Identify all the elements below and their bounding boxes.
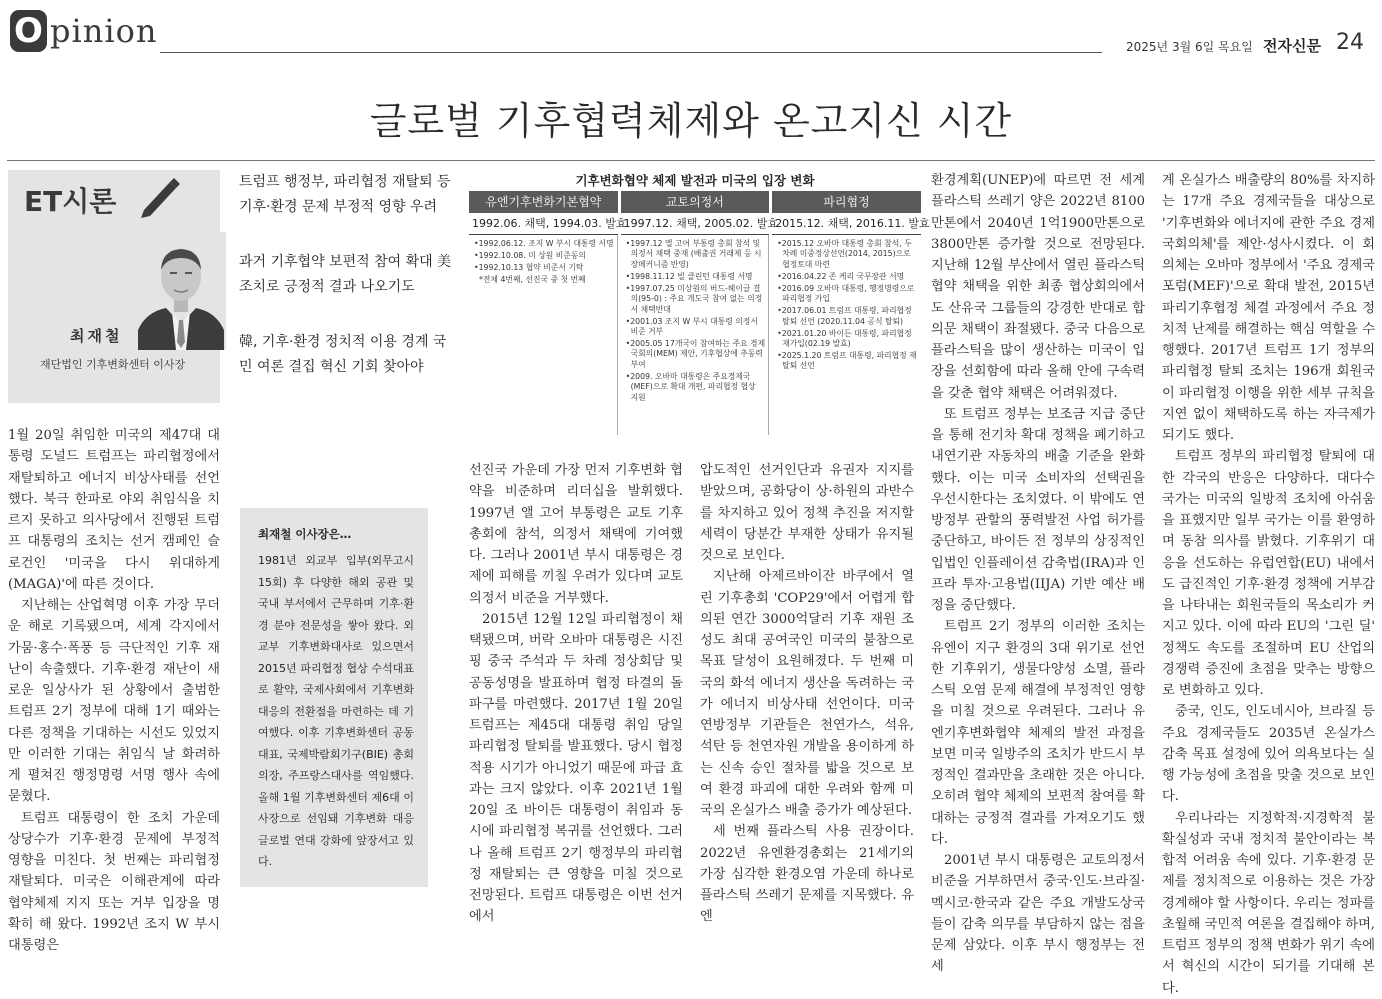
body-paragraph: 2001년 부시 대통령은 교토의정서 비준을 거부하면서 중국·인도·브라질·멕시코·한국과 같은 주요 개발도상국들이 감축 의무를 부담하지 않는 점을 문제 삼았다. 이후 부시 행정부는 전 세	[931, 853, 1145, 975]
body-column-5	[1162, 170, 1375, 996]
masthead-rule	[160, 52, 1102, 53]
pencil-icon	[138, 170, 182, 218]
body-column-2	[469, 460, 683, 925]
issue-date: 2025년 3월 6일 목요일	[1126, 40, 1253, 54]
timeline-item: •1992.10.13 협약 비준서 기탁	[474, 263, 584, 272]
body-paragraph: 2015년 12월 12일 파리협정이 채택됐으며, 버락 오바마 대통령은 시진핑 중국 주석과 두 차례 정상회담 및 공동성명을 발표하며 협정 타결의 돌파구를 마련했다. 2017년 1월 20일 트럼프는 제45대 대통령 취임 당일 파리협정 탈퇴를 발표했다. 당시 협정 적용 시기가 아니었기 때문에 파급 효과는 크지 않았다. 이후 2021년 1월 20일 조 바이든 대통령이 취임과 동시에 파리협정 복귀를 선언했다. 그러나 올해 트럼프 2기 행정부의 파리협정 재탈퇴는 큰 영향을 미칠 것으로 전망된다. 트럼프 대통령은 이번 선거에서	[469, 611, 683, 925]
infographic-column-kyoto	[621, 191, 779, 435]
body-paragraph: 중국, 인도, 인도네시아, 브라질 등 주요 경제국들도 2035년 온실가스 감축 목표 설정에 있어 의욕보다는 실행 가능성에 초점을 맞출 것으로 보인다.	[1162, 704, 1375, 805]
timeline-item: •1998.11.12 빌 클린턴 대통령 서명	[625, 271, 753, 281]
body-paragraph: 우리나라는 지정학적·지경학적 불확실성과 국내 정치적 불안이라는 복합적 어려움 속에 있다. 기후·환경 문제를 정치적으로 이용하는 것은 가장 경계해야 할 사항이다. 우리는 정파를 초월해 국민적 여론을 결집해야 하며, 트럼프 정부의 정책 변화가 위기 속에서 혁신의 시간이 되기를 기대해 본다.	[1162, 810, 1375, 996]
timeline-note: *전체 4번째, 선진국 중 첫 번째	[479, 275, 586, 284]
section-logo-text: pinion	[50, 12, 158, 50]
body-column-3	[700, 460, 914, 925]
timeline-item: •2025.1.20 트럼프 대통령, 파리협정 재탈퇴 선언	[777, 351, 917, 371]
infographic-column-date: 1992.06. 채택, 1994.03. 발효	[469, 213, 618, 235]
newspaper-name: 전자신문	[1263, 37, 1321, 55]
infographic-column-body	[621, 235, 770, 435]
body-paragraph: 환경계획(UNEP)에 따르면 전 세계 플라스틱 쓰레기 양은 2022년 8100만톤에서 2040년 1억1900만톤으로 3800만톤 증가할 것으로 전망된다. 지난해 12월 부산에서 열린 플라스틱 협약 채택을 위한 최종 협상회의에서도 산유국 그룹들의 강경한 반대로 합의문 채택이 좌절됐다. 중국 다음으로 플라스틱을 많이 생산하는 미국이 입장을 선회함에 따라 올해 안에 구속력을 갖춘 협약 채택은 어려워졌다.	[931, 173, 1145, 401]
infographic-column-paris	[772, 191, 930, 435]
timeline-item: •1992.10.08. 미 상원 비준동의	[474, 251, 586, 260]
page-number: 24	[1336, 30, 1364, 55]
infographic-title: 기후변화협약 체제 발전과 미국의 입장 변화	[575, 173, 815, 188]
timeline-item: •2009. 오바마 대통령은 주요경제국 (MEF)으로 확대 개편, 파리협정 협상 지원	[625, 371, 756, 402]
subheadline: 트럼프 행정부, 파리협정 재탈퇴 등 기후·환경 문제 부정적 영향 우려	[239, 174, 451, 215]
timeline-item: •2021.01.20 바이든 대통령, 파리협정 재가입(02.19 발효)	[777, 328, 912, 349]
infographic-column-date: 2015.12. 채택, 2016.11. 발효	[772, 213, 921, 235]
author-photo	[136, 232, 226, 350]
body-paragraph: 계 온실가스 배출량의 80%를 차지하는 17개 주요 경제국들을 대상으로 '기후변화와 에너지에 관한 주요 경제국회의체'를 제안·성사시켰다. 이 회의체는 오바마 정부에서 '주요 경제국 포럼(MEF)'으로 확대 발전, 2015년 파리기후협정 체결 과정에서 주요 정치적 난제를 해결하는 핵심 역할을 수행했다. 2017년 트럼프 1기 정부의 파리협정 탈퇴 조치는 196개 회원국이 파리협정 이행을 위한 세부 규칙을 지연 없이 채택하도록 하는 자극제가 되기도 했다.	[1162, 173, 1375, 443]
author-profile-box	[240, 508, 428, 887]
body-paragraph: 1월 20일 취임한 미국의 제47대 대통령 도널드 트럼프는 파리협정에서 재탈퇴하고 에너지 비상사태를 선언했다. 북극 한파로 야외 취임식을 치르지 못하고 의사당에서 진행된 트럼프 대통령의 조치는 선거 캠페인 슬로건인 '미국을 다시 위대하게(MAGA)'에 따른 것이다.	[8, 428, 220, 592]
body-paragraph: 선진국 가운데 가장 먼저 기후변화 협약을 비준하며 리더십을 발휘했다. 1997년 앨 고어 부통령은 교토 기후총회에 참석, 의정서 채택에 기여했다. 그러나 2001년 부시 대통령은 경제에 피해를 끼칠 우려가 있다며 교토의정서 비준을 거부했다.	[469, 463, 683, 606]
infographic-columns	[469, 191, 930, 435]
body-paragraph: 트럼프 대통령이 한 조치 가운데 상당수가 기후·환경 문제에 부정적 영향을 미친다. 첫 번째는 파리협정 재탈퇴다. 미국은 이해관계에 따라 협약체제 지지 또는 거부 입장을 명확히 해 왔다. 1992년 조지 W 부시 대통령은	[8, 810, 220, 953]
profile-heading: 최재철 이사장은…	[258, 527, 352, 541]
infographic-column-unfccc	[469, 191, 627, 435]
article-headline: 글로벌 기후협력체제와 온고지신 시간	[369, 99, 1013, 143]
body-paragraph: 지난해 아제르바이잔 바쿠에서 열린 기후총회 'COP29'에서 어렵게 합의된 연간 3000억달러 기후 재원 조성도 최대 공여국인 미국의 불참으로 목표 달성이 요원해졌다. 두 번째 미국의 화석 에너지 생산을 독려하는 국가 에너지 비상사태 선언이다. 미국 연방정부 기관들은 천연가스, 석유, 석탄 등 천연자원 개발을 용이하게 하는 신속 승인 절차를 밟을 것으로 보여 환경 파괴에 대한 우려와 함께 미국의 온실가스 배출 증가가 예상된다.	[700, 569, 914, 818]
infographic-column-header: 교토의정서	[621, 191, 770, 213]
section-logo-mark: O	[10, 10, 47, 52]
infographic-column-body	[772, 235, 921, 435]
timeline-item: •2005.05 17개국이 참여하는 주요 경제국회의(MEM) 제안, 기후협상에 추동력 부여	[625, 339, 766, 369]
column-badge	[8, 170, 220, 403]
subheadlines	[239, 170, 459, 410]
infographic-column-header: 파리협정	[772, 191, 921, 213]
timeline-item: •2016.04.22 존 케리 국무장관 서명	[777, 271, 905, 281]
timeline-infographic	[469, 170, 930, 438]
column-title: ET시론	[24, 185, 117, 218]
subheadline: 과거 기후협약 보편적 참여 확대 美 조치로 긍정적 결과 나오기도	[239, 254, 452, 295]
infographic-column-body	[469, 235, 618, 435]
timeline-item: •2015.12 오바마 대통령 총회 참석, 두 차례 미중정상선언(2014, 2015)으로 협정토대 마련	[777, 239, 912, 269]
body-column-1	[8, 425, 220, 953]
timeline-item: •1997.07.25 미상원의 버드-헤이글 결의(95-0) : 주요 개도국 참여 없는 의정서 채택반대	[625, 283, 763, 314]
body-paragraph: 트럼프 2기 정부의 이러한 조치는 유엔이 지구 환경의 3대 위기로 선언한 기후위기, 생물다양성 소멸, 플라스틱 오염 문제 해결에 부정적인 영향을 미칠 것으로 우려된다. 그러나 유엔기후변화협약 체제의 발전 과정을 보면 미국 일방주의 조치가 반드시 부정적인 결과만을 초래한 것은 아니다. 오히려 협약 체제의 보편적 참여를 확대하는 긍정적 결과를 가져오기도 했다.	[931, 619, 1145, 847]
author-name: 최재철	[70, 327, 123, 345]
timeline-item: •2016.09 오바마 대통령, 행정명령으로 파리협정 가입	[777, 283, 915, 304]
profile-text: 1981년 외교부 입부(외무고시 15회) 후 다양한 해외 공관 및 국내 부서에서 근무하며 기후·환경 분야 전문성을 쌓아 왔다. 외교부 기후변화대사로 있으면서 2015년 파리협정 협상 수석대표로 활약, 국제사회에서 기후변화 대응의 전환점을 마련하는 데 기여했다. 이후 기후변화센터 공동대표, 국제박람회기구(BIE) 총회의장, 주프랑스대사를 역임했다. 올해 1월 기후변화센터 제6대 이사장으로 선임돼 기후변화 대응 글로벌 연대 강화에 앞장서고 있다.	[258, 554, 414, 868]
timeline-item: •2017.06.01 트럼프 대통령, 파리협정 탈퇴 선언 (2020.11.04 공식 탈퇴)	[777, 306, 912, 326]
body-paragraph: 압도적인 선거인단과 유권자 지지를 받았으며, 공화당이 상·하원의 과반수를 차지하고 있어 정책 추진을 저지할 세력이 당분간 부재한 상태가 유지될 것으로 보인다.	[700, 463, 914, 563]
subheadline: 韓, 기후·환경 정치적 이용 경계 국민 여론 결집 혁신 기회 찾아야	[239, 334, 447, 375]
headline-rule	[7, 160, 1375, 161]
timeline-item: •1997.12 앨 고어 부통령 총회 참석 및 의정서 채택 중재 (배출권 거래제 등 시장메커니즘 반영)	[625, 239, 762, 269]
timeline-item: •2001.03 조지 W 부시 대통령 의정서 비준 거부	[625, 316, 758, 337]
infographic-column-date: 1997.12. 채택, 2005.02. 발효	[621, 213, 770, 235]
body-paragraph: 지난해는 산업혁명 이후 가장 무더운 해로 기록됐으며, 세계 각지에서 가뭄·홍수·폭풍 등 극단적인 기후 재난이 속출했다. 기후·환경 재난이 새로운 일상사가 된 상황에서 출범한 트럼프 2기 정부에 대해 1기 때와는 다른 정책을 기대하는 시선도 있었지만 이러한 기대는 취임식 날 화려하게 펼쳐진 행정명령 서명 행사 속에 묻혔다.	[8, 598, 220, 805]
infographic-column-header: 유엔기후변화기본협약	[469, 191, 618, 213]
timeline-item: •1992.06.12. 조지 W 부시 대통령 서명	[474, 239, 614, 248]
masthead	[0, 0, 1382, 70]
body-paragraph: 트럼프 정부의 파리협정 탈퇴에 대한 각국의 반응은 다양하다. 대다수 국가는 미국의 일방적 조치에 아쉬움을 표했지만 일부 국가는 이를 환영하며 동참 의사를 밝혔다. 기후위기 대응을 선도하는 유럽연합(EU) 내에서도 급진적인 기후·환경 정책에 거부감을 나타내는 회원국들의 목소리가 커지고 있다. 이에 따라 EU의 '그린 딜' 정책도 속도를 조절하며 EU 산업의 경쟁력 증진에 초점을 맞추는 방향으로 변화하고 있다.	[1162, 449, 1375, 698]
author-role: 재단법인 기후변화센터 이사장	[40, 358, 186, 371]
body-column-4	[931, 170, 1145, 975]
body-paragraph: 세 번째 플라스틱 사용 권장이다. 2022년 유엔환경총회는 21세기의 가장 심각한 환경오염 가운데 하나로 플라스틱 쓰레기 문제를 지목했다. 유엔	[700, 824, 914, 925]
body-paragraph: 또 트럼프 정부는 보조금 지급 중단을 통해 전기차 확대 정책을 폐기하고 내연기관 자동차의 배출 기준을 완화했다. 이는 미국 소비자의 선택권을 우선시한다는 조치였다. 이 밖에도 연방정부 관할의 풍력발전 사업 허가를 중단하고, 바이든 전 정부의 상징적인 입법인 인플레이션 감축법(IRA)과 인프라 투자·고용법(IIJA) 기반 예산 배정을 중단했다.	[931, 406, 1145, 613]
